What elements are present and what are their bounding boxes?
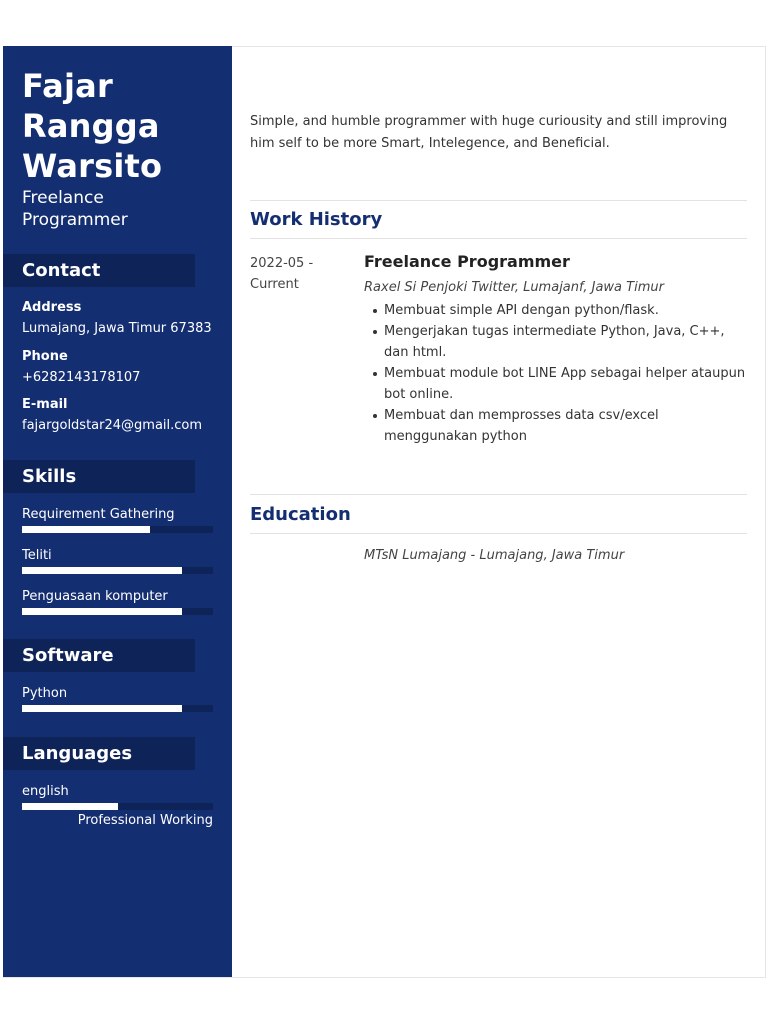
software-bar (22, 705, 213, 712)
job-date-end: Current (250, 277, 299, 292)
phone-label: Phone (22, 349, 68, 364)
email-label: E-mail (22, 397, 68, 412)
list-item: Mengerjakan tugas intermediate Python, Java, C++, dan html. (364, 321, 747, 363)
skill-bar (22, 567, 213, 574)
divider (250, 533, 747, 534)
list-item: Membuat simple API dengan python/flask. (364, 300, 747, 321)
contact-heading: Contact (3, 254, 195, 287)
divider (250, 200, 747, 201)
job-dates (250, 253, 350, 295)
title-line: Freelance (22, 188, 104, 208)
education-heading: Education (250, 504, 351, 525)
skill-name: Teliti (22, 548, 52, 563)
skill-bar-fill (22, 526, 150, 533)
address-label: Address (22, 300, 82, 315)
skill-bar (22, 526, 213, 533)
name-line: Warsito (22, 147, 163, 185)
divider (250, 494, 747, 495)
divider (250, 238, 747, 239)
skills-heading: Skills (3, 460, 195, 493)
software-bar-fill (22, 705, 182, 712)
skill-bar-fill (22, 608, 182, 615)
education-school: MTsN Lumajang - Lumajang, Jawa Timur (364, 548, 625, 563)
professional-summary: Simple, and humble programmer with huge curiousity and still improving him self to be more Smart, Intelegence, and Beneficial. (250, 114, 728, 151)
work-history-heading: Work History (250, 209, 383, 230)
job-company: Raxel Si Penjoki Twitter, Lumajanf, Jawa Timur (364, 280, 664, 295)
sidebar (3, 46, 232, 977)
software-name: Python (22, 686, 68, 701)
address-value: Lumajang, Jawa Timur 67383 (22, 321, 212, 336)
language-level: Professional Working (77, 813, 213, 828)
software-heading: Software (3, 639, 195, 672)
language-bar (22, 803, 213, 810)
language-name: english (22, 784, 69, 799)
candidate-title (22, 187, 222, 231)
name-line: Fajar (22, 67, 113, 105)
skill-bar-fill (22, 567, 182, 574)
language-bar-fill (22, 803, 118, 810)
job-date-start: 2022-05 - (250, 256, 314, 271)
phone-value: +6282143178107 (22, 370, 141, 385)
job-role: Freelance Programmer (364, 252, 570, 271)
job-duties (364, 300, 747, 447)
list-item: Membuat dan memprosses data csv/excel menggunakan python (364, 405, 747, 447)
candidate-name (22, 66, 222, 186)
skill-bar (22, 608, 213, 615)
name-line: Rangga (22, 107, 160, 145)
languages-heading: Languages (3, 737, 195, 770)
list-item: Membuat module bot LINE App sebagai helper ataupun bot online. (364, 363, 747, 405)
email-value: fajargoldstar24@gmail.com (22, 418, 203, 433)
skill-name: Penguasaan komputer (22, 589, 168, 604)
skill-name: Requirement Gathering (22, 507, 175, 522)
title-line: Programmer (22, 210, 128, 230)
